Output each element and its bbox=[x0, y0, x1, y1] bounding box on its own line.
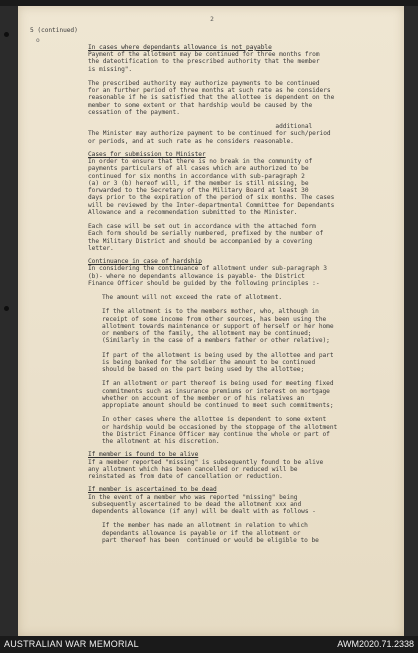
paragraph bbox=[88, 51, 374, 73]
text-line: is being banked for the soldier the amount to be continued bbox=[102, 358, 316, 366]
document-page bbox=[18, 6, 404, 636]
text-line: Finance Officer should be guided by the following principles :- bbox=[88, 279, 320, 287]
text-line: The prescribed authority may authorize payments to be continued bbox=[88, 79, 320, 87]
text-line: The amount will not exceed the rate of allotment. bbox=[102, 294, 283, 301]
section-heading: If member is ascertained to be dead bbox=[88, 486, 217, 494]
section-heading: Cases for submission to Minister bbox=[88, 150, 206, 158]
paragraph-gap bbox=[30, 73, 374, 80]
text-line: If the allotment is to the members mother, who, although in bbox=[102, 308, 319, 316]
paragraph-gap bbox=[30, 373, 374, 380]
text-line: If part of the allotment is being used by the allottee and part bbox=[102, 351, 334, 359]
text-line: In order to ensure that there is no break in the community of bbox=[88, 158, 313, 165]
text-line: Payment of the allotment may be continued for three months from bbox=[88, 51, 320, 58]
punch-hole bbox=[4, 32, 9, 37]
text-line: or hardship would be occasioned by the stoppage of the allotment bbox=[102, 423, 338, 431]
paragraph bbox=[88, 223, 374, 252]
text-line: (Similarly in the case of a members father or other relative); bbox=[102, 337, 330, 345]
page-content bbox=[30, 16, 374, 544]
text-line: reinstated as from date of cancellation or reduction. bbox=[88, 473, 283, 480]
text-line: continued for six months in accordance with sub-paragraph 2 bbox=[88, 172, 305, 180]
scan-left-edge bbox=[0, 6, 18, 636]
paragraph-gap bbox=[30, 515, 374, 522]
text-line: part thereof has been continued or would be eligible to be bbox=[102, 536, 319, 544]
bullet-mark: o bbox=[36, 36, 40, 44]
text-line: allotment towards maintenance or support of herself or her home bbox=[102, 322, 334, 330]
paragraph-gap bbox=[30, 116, 374, 123]
section-heading: If member is found to be alive bbox=[88, 451, 199, 459]
text-line: If the member has made an allotment in relation to which bbox=[102, 522, 308, 530]
section-label: 5 (continued) bbox=[30, 27, 78, 35]
sub-paragraph bbox=[102, 352, 374, 374]
paragraph bbox=[88, 123, 374, 145]
text-line: Each form should be serially numbered, prefixed by the number of bbox=[88, 230, 324, 238]
text-line: the dateotification to the prescribed authority that the member bbox=[88, 58, 320, 66]
text-line: commitments such as insurance premiums or interest on mortgage bbox=[102, 387, 330, 395]
paragraph bbox=[88, 265, 374, 287]
text-line: is missing". bbox=[88, 65, 133, 73]
text-line: dependants allowance is payable or if the allotment or bbox=[102, 529, 301, 537]
text-line: If a member reported "missing" is subsequently found to be alive bbox=[88, 458, 324, 466]
text-line: the allotment at his discretion. bbox=[102, 438, 220, 445]
text-line: If an allotment or part thereof is being used for meeting fixed bbox=[102, 380, 334, 388]
sub-paragraph bbox=[102, 416, 374, 445]
text-line: the District Finance Officer may continue the whole or part of bbox=[102, 430, 330, 438]
text-line: In other cases where the allottee is dependent to some extent bbox=[102, 416, 327, 424]
text-line: In considering the continuance of allotment under sub-paragraph 3 bbox=[88, 265, 327, 273]
sections-container bbox=[30, 44, 374, 544]
text-line: should be based on the part being used by the allottee; bbox=[102, 366, 305, 373]
sub-paragraph bbox=[102, 308, 374, 344]
text-line: forwarded to the Secretary of the Military Board at least 30 bbox=[88, 187, 309, 194]
text-line: Each case will be set out in accordance with the attached form bbox=[88, 223, 316, 230]
text-line: The Minister may authorize payment to be continued for such/period bbox=[88, 130, 331, 138]
text-line: (a) or 3 (b) hereof will, if the member is still missing, be bbox=[88, 179, 309, 187]
text-line: the Military District and should be accompanied by a covering bbox=[88, 237, 313, 245]
punch-hole bbox=[4, 306, 9, 311]
text-line: member to some extent or that hardship would be caused by the bbox=[88, 101, 313, 109]
scan-right-edge bbox=[404, 6, 418, 636]
text-line: any allotment which has been cancelled or reduced will be bbox=[88, 465, 298, 473]
text-line: (b)- where no dependants allowance is payable- the District bbox=[88, 272, 305, 280]
footer-bar bbox=[0, 636, 418, 653]
section-heading: In cases where dependants allowance is not payable bbox=[88, 43, 272, 51]
text-line: payments particulars of all cases which are authorized to be bbox=[88, 165, 309, 173]
text-line: days prior to the expiration of the period of six months. The cases bbox=[88, 194, 335, 202]
text-line: letter. bbox=[88, 244, 114, 252]
paragraph bbox=[88, 158, 374, 216]
text-line: subsequently ascertained to be dead the allotment xxx and bbox=[88, 500, 302, 508]
paragraph-gap bbox=[30, 301, 374, 308]
footer-accession-number: AWM2020.71.2338 bbox=[337, 639, 414, 649]
text-line: receipt of some income from other sources, has been using the bbox=[102, 315, 327, 323]
paragraph-gap bbox=[30, 409, 374, 416]
section-heading: Continuance in case of hardship bbox=[88, 258, 202, 265]
text-line: cessation of the payment. bbox=[88, 108, 180, 116]
text-line: whether on account of the member or of his relatives an bbox=[102, 394, 305, 402]
paragraph-gap bbox=[30, 345, 374, 352]
page-number: 2 bbox=[210, 16, 214, 23]
text-line: appropiate amount should be continued to meet such commitments; bbox=[102, 402, 334, 409]
text-line: or members of the family, the allotment may be continued; bbox=[102, 330, 312, 337]
text-line: reasonable if he is satisfied that the allottee is dependent on the bbox=[88, 94, 335, 102]
text-line: for an further period of three months at such rate as he considers bbox=[88, 87, 331, 94]
paragraph-gap bbox=[30, 216, 374, 223]
text-line: Allowance and a recommendation submitted to the Minister. bbox=[88, 208, 298, 216]
text-line: In the event of a member who was reported "missing" being bbox=[88, 493, 298, 501]
paragraph-gap bbox=[30, 287, 374, 294]
text-line: dependents allowance (if any) will be dealt with as follows - bbox=[88, 508, 316, 515]
sub-paragraph bbox=[102, 522, 374, 544]
paragraph bbox=[88, 459, 374, 481]
paragraph bbox=[88, 494, 374, 516]
sub-paragraph bbox=[102, 294, 374, 301]
sub-paragraph bbox=[102, 380, 374, 409]
text-line: or periods, and at such rate as he considers reasonable. bbox=[88, 137, 294, 145]
text-line: additional bbox=[88, 123, 313, 130]
footer-institution: AUSTRALIAN WAR MEMORIAL bbox=[4, 639, 139, 649]
paragraph bbox=[88, 80, 374, 116]
text-line: will be reviewed by the Inter-departmental Committee for Dependants bbox=[88, 201, 335, 209]
